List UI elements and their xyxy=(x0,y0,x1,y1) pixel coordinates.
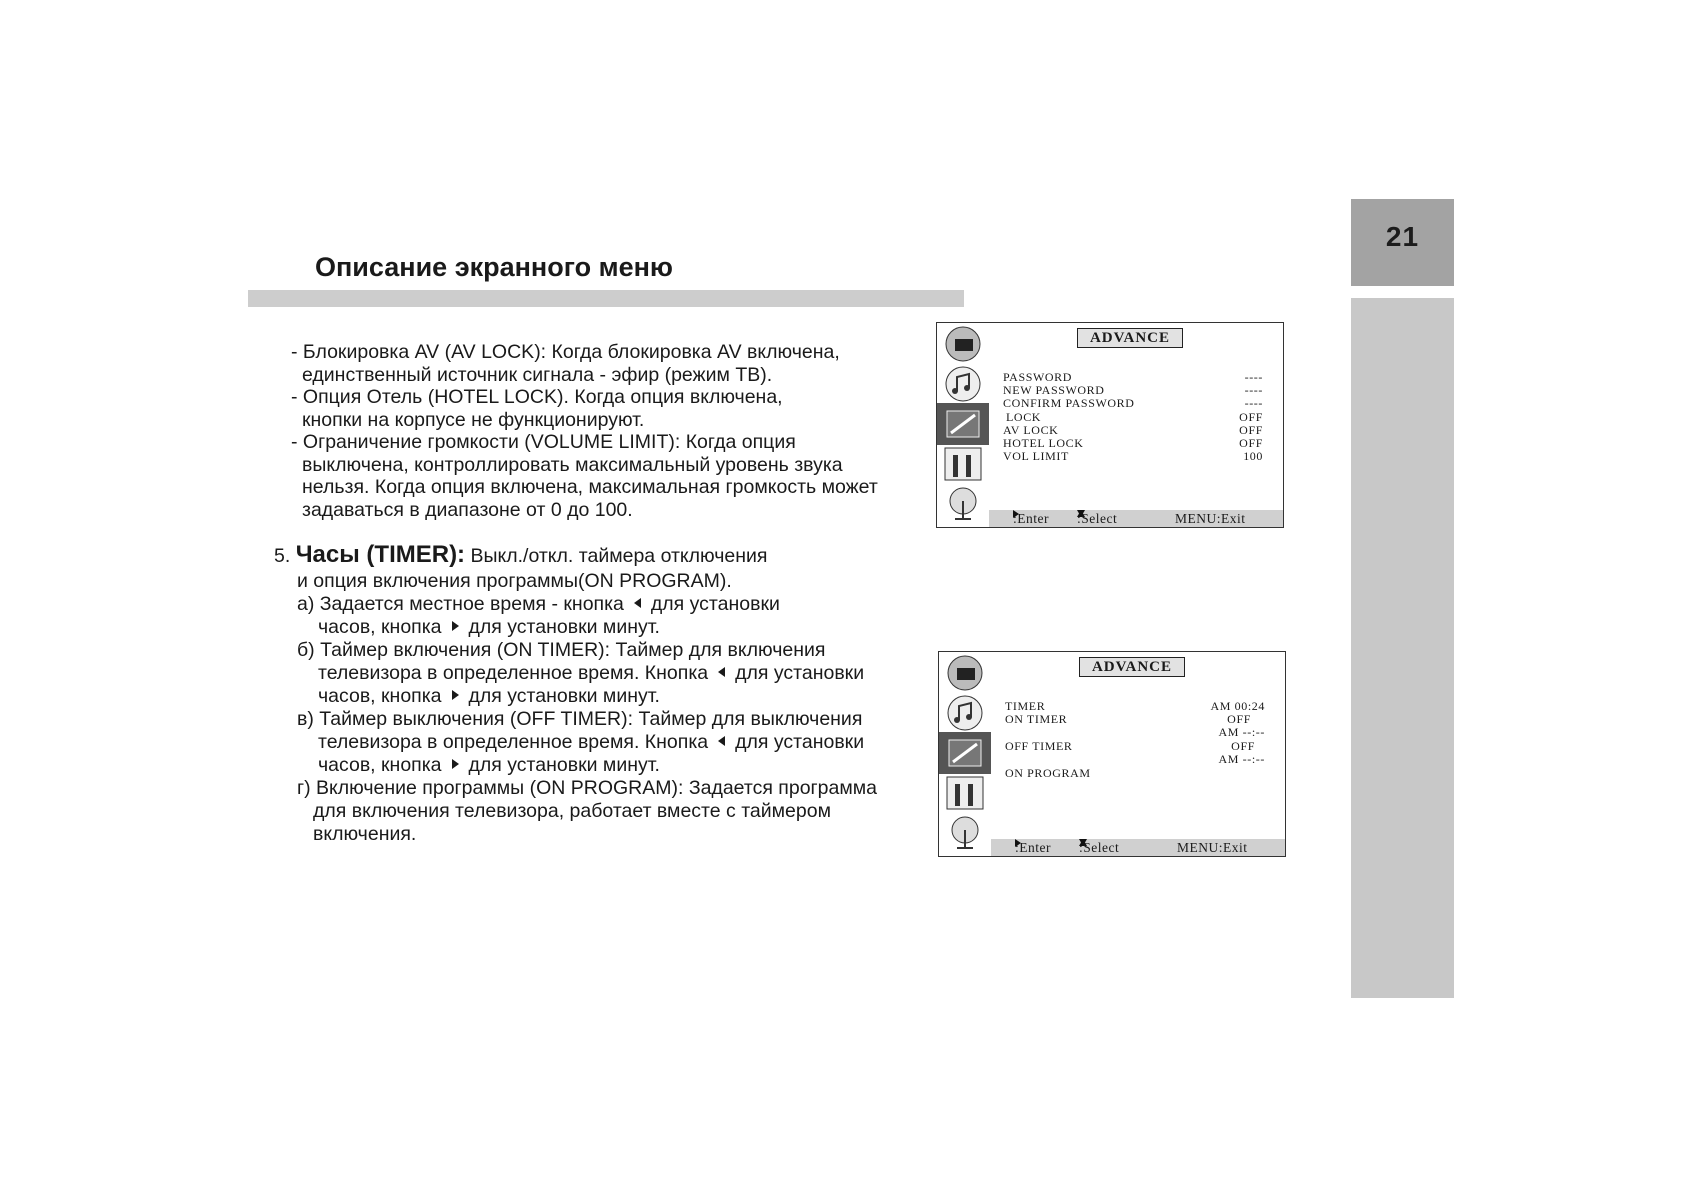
osd-icon-column xyxy=(937,323,989,527)
timer-heading-rest: Выкл./откл. таймера отключения xyxy=(470,545,768,567)
section-number: 5. xyxy=(274,545,291,567)
timer-c-line-2: телевизора в определенное время. Кнопка для установки xyxy=(318,731,865,753)
footer-exit: MENU:Exit xyxy=(1175,511,1246,526)
osd-header: ADVANCE xyxy=(1077,328,1183,348)
lock-line-5: - Ограничение громкости (VOLUME LIMIT): Когда опция xyxy=(291,431,796,453)
timer-intro-2: и опция включения программы(ON PROGRAM). xyxy=(297,570,732,592)
lock-line-8: задаваться в диапазоне от 0 до 100. xyxy=(302,499,633,521)
tools-icon xyxy=(943,774,987,812)
timer-a-line-2: часов, кнопка для установки минут. xyxy=(318,616,660,638)
picture-icon xyxy=(941,325,985,363)
osd-advance-lock-screen: ADVANCE PASSWORD ---- NEW PASSWORD ---- CONFIRM PASSWORD ---- LOCK OFF AV LOCK OFF HOTEL LOCK OFF VOL LIMIT 100 :Enter :Select MENU:Exit xyxy=(936,322,1284,528)
lock-line-7: нельзя. Когда опция включена, максимальная громкость может xyxy=(302,476,878,498)
channel-icon xyxy=(941,485,985,523)
timer-b-line-2: телевизора в определенное время. Кнопка для установки xyxy=(318,662,865,684)
timer-heading: Часы (TIMER): xyxy=(295,541,466,568)
timer-a-line-1: а) Задается местное время - кнопка для установки xyxy=(297,593,780,615)
lock-line-4: кнопки на корпусе не функционируют. xyxy=(302,409,645,431)
timer-d-line-2: для включения телевизора, работает вместе с таймером xyxy=(313,800,831,822)
left-arrow-icon xyxy=(718,667,725,677)
right-arrow-icon xyxy=(452,621,459,631)
lock-line-6: выключена, контроллировать максимальный уровень звука xyxy=(302,454,843,476)
sound-icon xyxy=(943,694,987,732)
sound-icon xyxy=(941,365,985,403)
right-arrow-icon xyxy=(452,690,459,700)
osd-footer: :Enter :Select MENU:Exit xyxy=(991,839,1285,856)
page-number-tab xyxy=(1351,199,1454,286)
timer-d-line-3: включения. xyxy=(313,823,417,845)
osd-footer: :Enter :Select MENU:Exit xyxy=(989,510,1283,527)
timer-d-line-1: г) Включение программы (ON PROGRAM): Задается программа xyxy=(297,777,878,799)
timer-c-line-1: в) Таймер выключения (OFF TIMER): Таймер для выключения xyxy=(297,708,863,730)
footer-exit: MENU:Exit xyxy=(1177,840,1248,855)
lock-line-2: единственный источник сигнала - эфир (режим ТВ). xyxy=(302,364,773,386)
left-arrow-icon xyxy=(634,598,641,608)
lock-line-1: - Блокировка AV (AV LOCK): Когда блокировка AV включена, xyxy=(291,341,840,363)
advance-icon xyxy=(937,403,989,445)
picture-icon xyxy=(943,654,987,692)
timer-heading-line xyxy=(274,541,768,568)
side-strip xyxy=(1351,298,1454,998)
right-arrow-icon xyxy=(452,759,459,769)
osd-icon-column xyxy=(939,652,991,856)
timer-b-line-1: б) Таймер включения (ON TIMER): Таймер для включения xyxy=(297,639,826,661)
page-number: 21 xyxy=(1385,221,1420,252)
title-underline-bar xyxy=(248,290,964,307)
tools-icon xyxy=(941,445,985,483)
osd-header: ADVANCE xyxy=(1079,657,1185,677)
left-arrow-icon xyxy=(718,736,725,746)
timer-b-line-3: часов, кнопка для установки минут. xyxy=(318,685,660,707)
channel-icon xyxy=(943,814,987,852)
lock-line-3: - Опция Отель (HOTEL LOCK). Когда опция включена, xyxy=(291,386,783,408)
page-title: Описание экранного меню xyxy=(315,252,673,282)
advance-icon xyxy=(939,732,991,774)
timer-c-line-3: часов, кнопка для установки минут. xyxy=(318,754,660,776)
osd-advance-timer-screen: ADVANCE TIMER AM 00:24 ON TIMER OFF AM --:-- OFF TIMER OFF AM --:-- ON PROGRAM :Enter :Select MENU:Exit xyxy=(938,651,1286,857)
